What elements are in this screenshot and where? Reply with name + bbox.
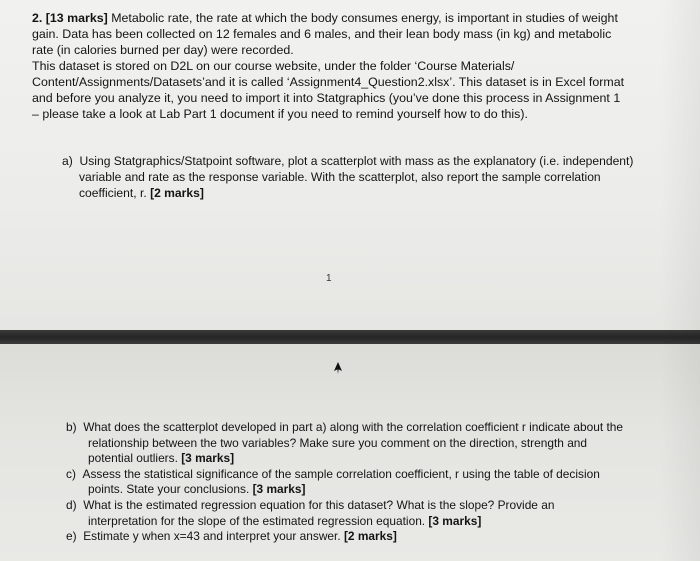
part-label: c) bbox=[66, 466, 76, 481]
part-a bbox=[62, 153, 639, 201]
part-text: Assess the statistical significance of the sample correlation coefficient, r using the table of decision points. State your conclusions. bbox=[82, 466, 600, 497]
part-text: What is the estimated regression equation for this dataset? What is the slope? Provide an interpretation for the slope of the estimated regression equation. bbox=[83, 497, 555, 528]
part-text: Estimate y when x=43 and interpret your answer. bbox=[83, 529, 341, 544]
list-item bbox=[66, 420, 626, 467]
question-number-marks: 2. [13 marks] bbox=[32, 11, 108, 25]
part-label: e) bbox=[66, 529, 77, 544]
page-shadow bbox=[660, 0, 700, 561]
part-a-label: a) bbox=[62, 154, 73, 168]
sub-question-list bbox=[66, 420, 626, 545]
list-item bbox=[66, 498, 626, 529]
page-number: 1 bbox=[326, 273, 332, 284]
part-label: d) bbox=[66, 497, 77, 512]
part-marks: [3 marks] bbox=[252, 482, 306, 497]
part-marks: [2 marks] bbox=[343, 529, 397, 544]
part-text: What does the scatterplot developed in part a) along with the correlation coefficient r indicate about the relationship between the two variables? Make sure you comment on the direction, strength and potential outliers. bbox=[83, 420, 623, 466]
question-intro bbox=[32, 10, 628, 122]
question-storage-text: This dataset is stored on D2L on our course website, under the folder ‘Course Materials/ Content/Assignments/Datasets’and it is called ‘Assignment4_Question2.xlsx’. This dataset is in Excel format and before you analyze it, you need to import it into Statgraphics (you’ve done this process in Assignment 1 – please take a look at Lab Part 1 document if you need to remind yourself how to do this). bbox=[32, 59, 625, 121]
part-marks: [3 marks] bbox=[181, 451, 235, 466]
part-a-text: Using Statgraphics/Statpoint software, plot a scatterplot with mass as the explanatory (i.e. independent) variable and rate as the response variable. With the scatterplot, also report the sample correlation coefficient, r. bbox=[79, 154, 634, 200]
question-intro-text: Metabolic rate, the rate at which the body consumes energy, is important in studies of weight gain. Data has been collected on 12 females and 6 males, and their lean body mass (in kg) and metabolic rate (in calories burned per day) were recorded. bbox=[32, 11, 618, 57]
mouse-cursor-icon bbox=[333, 362, 343, 374]
part-label: b) bbox=[66, 420, 77, 434]
part-a-marks: [2 marks] bbox=[150, 186, 204, 200]
list-item bbox=[66, 467, 626, 498]
list-item bbox=[66, 529, 626, 545]
part-marks: [3 marks] bbox=[428, 513, 482, 528]
page-divider bbox=[0, 330, 700, 344]
